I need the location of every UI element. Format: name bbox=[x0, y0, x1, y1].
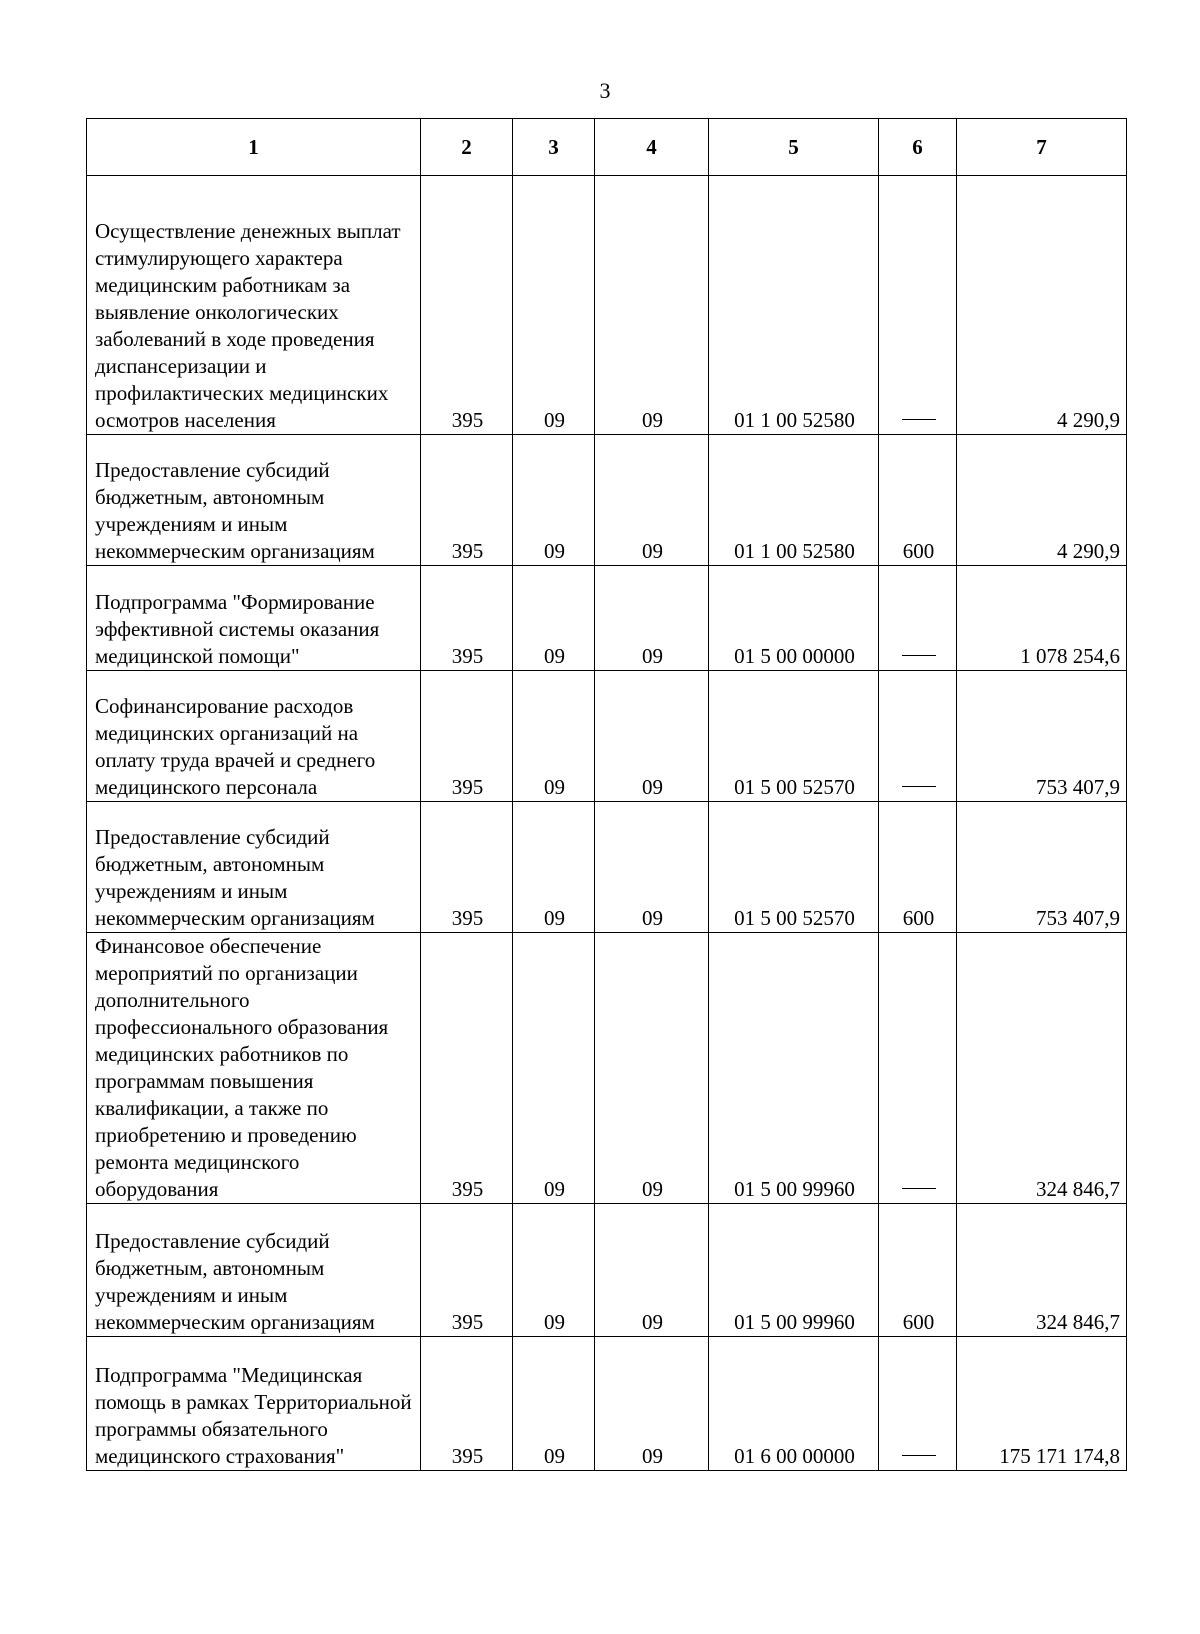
subsection-code: 09 bbox=[595, 671, 709, 802]
target-article-code: 01 5 00 00000 bbox=[709, 566, 879, 671]
column-header: 1 bbox=[87, 119, 421, 176]
amount: 175 171 174,8 bbox=[957, 1337, 1127, 1471]
target-article-code: 01 1 00 52580 bbox=[709, 176, 879, 435]
expense-name: Осуществление денежных выплат стимулирующего характера медицинским работникам за выявление онкологических заболеваний в ходе проведения диспансеризации и профилактических медицинских осмотров населения bbox=[87, 176, 421, 435]
amount: 324 846,7 bbox=[957, 933, 1127, 1204]
table-row bbox=[87, 802, 1127, 933]
expense-name: Предоставление субсидий бюджетным, автономным учреждениям и иным некоммерческим организациям bbox=[87, 1204, 421, 1337]
ministry-code: 395 bbox=[421, 933, 513, 1204]
subsection-code: 09 bbox=[595, 435, 709, 566]
amount: 753 407,9 bbox=[957, 671, 1127, 802]
table-row bbox=[87, 176, 1127, 435]
ministry-code: 395 bbox=[421, 566, 513, 671]
expense-name: Финансовое обеспечение мероприятий по организации дополнительного профессионального образования медицинских работников по программам повышения квалификации, а также по приобретению и проведению ремонта медицинского оборудования bbox=[87, 933, 421, 1204]
target-article-code: 01 5 00 99960 bbox=[709, 933, 879, 1204]
subsection-code: 09 bbox=[595, 933, 709, 1204]
expense-type-code bbox=[879, 176, 957, 435]
amount: 4 290,9 bbox=[957, 435, 1127, 566]
amount: 753 407,9 bbox=[957, 802, 1127, 933]
expense-type-code: 600 bbox=[879, 1204, 957, 1337]
budget-table bbox=[86, 118, 1127, 1471]
subsection-code: 09 bbox=[595, 1337, 709, 1471]
expense-type-code: 600 bbox=[879, 802, 957, 933]
column-header: 2 bbox=[421, 119, 513, 176]
ministry-code: 395 bbox=[421, 671, 513, 802]
ministry-code: 395 bbox=[421, 802, 513, 933]
expense-type-code bbox=[879, 933, 957, 1204]
expense-name: Подпрограмма "Формирование эффективной системы оказания медицинской помощи" bbox=[87, 566, 421, 671]
expense-name: Софинансирование расходов медицинских организаций на оплату труда врачей и среднего медицинского персонала bbox=[87, 671, 421, 802]
ministry-code: 395 bbox=[421, 435, 513, 566]
target-article-code: 01 5 00 52570 bbox=[709, 802, 879, 933]
subsection-code: 09 bbox=[595, 802, 709, 933]
dash-mark bbox=[902, 419, 936, 420]
target-article-code: 01 1 00 52580 bbox=[709, 435, 879, 566]
amount: 4 290,9 bbox=[957, 176, 1127, 435]
page-number: 3 bbox=[599, 78, 611, 103]
section-code: 09 bbox=[513, 802, 595, 933]
table-row bbox=[87, 1337, 1127, 1471]
column-header: 4 bbox=[595, 119, 709, 176]
table-row bbox=[87, 1204, 1127, 1337]
table-header-row bbox=[87, 119, 1127, 176]
expense-name: Предоставление субсидий бюджетным, автономным учреждениям и иным некоммерческим организациям bbox=[87, 435, 421, 566]
amount: 1 078 254,6 bbox=[957, 566, 1127, 671]
target-article-code: 01 5 00 52570 bbox=[709, 671, 879, 802]
amount: 324 846,7 bbox=[957, 1204, 1127, 1337]
dash-mark bbox=[902, 655, 936, 656]
expense-name: Подпрограмма "Медицинская помощь в рамках Территориальной программы обязательного медицинского страхования" bbox=[87, 1337, 421, 1471]
dash-mark bbox=[902, 1188, 936, 1189]
section-code: 09 bbox=[513, 435, 595, 566]
dash-mark bbox=[902, 786, 936, 787]
table-row bbox=[87, 566, 1127, 671]
section-code: 09 bbox=[513, 1204, 595, 1337]
dash-mark bbox=[902, 1455, 936, 1456]
column-header: 3 bbox=[513, 119, 595, 176]
expense-name: Предоставление субсидий бюджетным, автономным учреждениям и иным некоммерческим организациям bbox=[87, 802, 421, 933]
expense-type-code: 600 bbox=[879, 435, 957, 566]
table-row bbox=[87, 671, 1127, 802]
section-code: 09 bbox=[513, 671, 595, 802]
expense-type-code bbox=[879, 1337, 957, 1471]
table-row bbox=[87, 435, 1127, 566]
subsection-code: 09 bbox=[595, 566, 709, 671]
expense-type-code bbox=[879, 566, 957, 671]
section-code: 09 bbox=[513, 933, 595, 1204]
expense-type-code bbox=[879, 671, 957, 802]
ministry-code: 395 bbox=[421, 1337, 513, 1471]
column-header: 5 bbox=[709, 119, 879, 176]
target-article-code: 01 5 00 99960 bbox=[709, 1204, 879, 1337]
subsection-code: 09 bbox=[595, 1204, 709, 1337]
target-article-code: 01 6 00 00000 bbox=[709, 1337, 879, 1471]
column-header: 7 bbox=[957, 119, 1127, 176]
ministry-code: 395 bbox=[421, 176, 513, 435]
column-header: 6 bbox=[879, 119, 957, 176]
ministry-code: 395 bbox=[421, 1204, 513, 1337]
section-code: 09 bbox=[513, 1337, 595, 1471]
subsection-code: 09 bbox=[595, 176, 709, 435]
table-row bbox=[87, 933, 1127, 1204]
section-code: 09 bbox=[513, 176, 595, 435]
section-code: 09 bbox=[513, 566, 595, 671]
